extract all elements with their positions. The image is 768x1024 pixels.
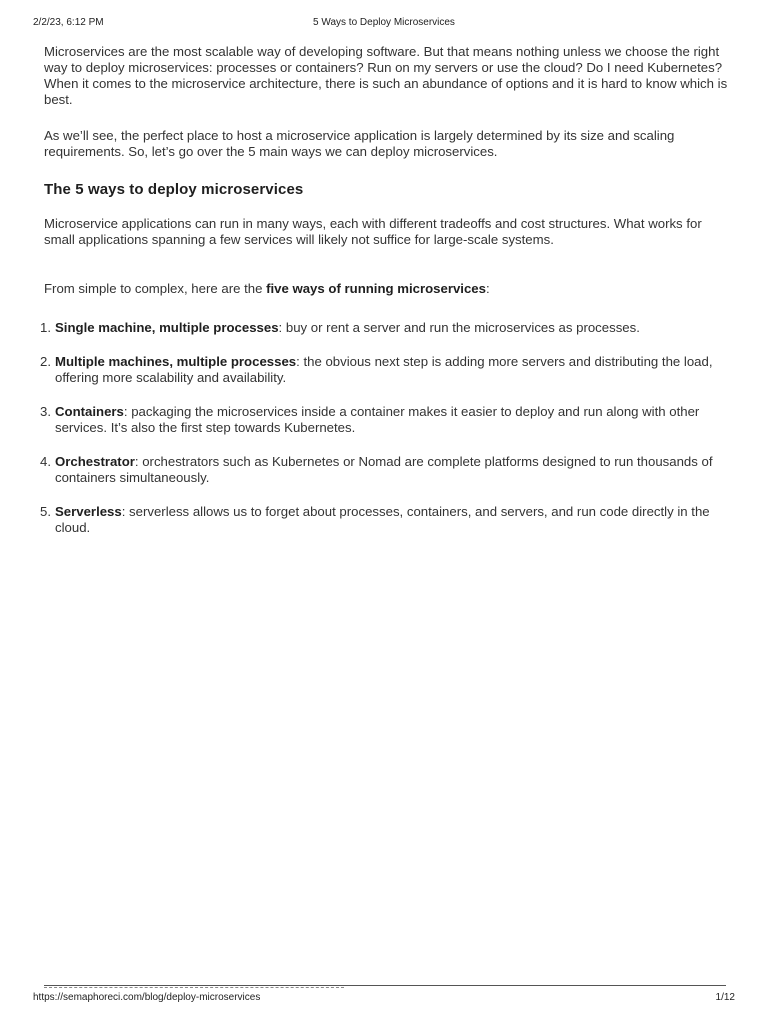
print-date: 2/2/23, 6:12 PM <box>33 17 104 28</box>
print-header <box>33 17 735 31</box>
list-item-number: 5. <box>40 504 51 519</box>
tradeoffs-paragraph: Microservice applications can run in many ways, each with different tradeoffs and cost structures. What works for small applications spanning a few services will likely not suffice for large-scale systems. <box>44 216 702 247</box>
list-item-text: : packaging the microservices inside a container makes it easier to deploy and run along with other services. It’s also the first step towards Kubernetes. <box>55 404 700 435</box>
list-item-number: 3. <box>40 404 51 419</box>
list-item-title: Containers <box>55 404 124 419</box>
list-item-title: Single machine, multiple processes <box>55 320 279 335</box>
scope-paragraph: As we’ll see, the perfect place to host a microservice application is largely determined by its size and scaling requirements. So, let’s go over the 5 main ways we can deploy microservices. <box>44 128 675 159</box>
intro-paragraph: Microservices are the most scalable way of developing software. But that means nothing unless we choose the right way to deploy microservices: processes or containers? Run on my servers or use the cloud? Do I need Kubernetes? When it comes to the microservice architecture, there is such an abundance of options and it is hard to know which is best. <box>44 44 728 107</box>
page-number: 1/12 <box>715 992 735 1003</box>
list-item-number: 2. <box>40 354 51 369</box>
list-item-text: : buy or rent a server and run the microservices as processes. <box>278 320 640 335</box>
print-title: 5 Ways to Deploy Microservices <box>313 17 455 28</box>
list-item-text: : serverless allows us to forget about processes, containers, and servers, and run code directly in the cloud. <box>55 504 710 535</box>
footer-dashed-divider <box>44 987 344 988</box>
print-footer <box>33 992 735 1006</box>
page-url-link[interactable]: https://semaphoreci.com/blog/deploy-microservices <box>33 992 261 1003</box>
list-item <box>40 320 730 336</box>
list-intro-suffix: : <box>485 281 490 296</box>
list-intro-prefix: From simple to complex, here are the <box>44 281 267 296</box>
list-item-text: : the obvious next step is adding more servers and distributing the load, offering more scalability and availability. <box>55 354 713 385</box>
footer-divider <box>44 985 726 986</box>
list-item-title: Orchestrator <box>55 454 135 469</box>
section-heading: The 5 ways to deploy microservices <box>44 181 304 198</box>
article-body <box>40 44 730 554</box>
list-item-number: 1. <box>40 320 51 335</box>
list-item-text: : orchestrators such as Kubernetes or Nomad are complete platforms designed to run thousands of containers simultaneously. <box>55 454 713 485</box>
list-item <box>40 454 730 486</box>
list-item-title: Multiple machines, multiple processes <box>55 354 297 369</box>
list-intro-paragraph <box>44 281 730 297</box>
list-item-number: 4. <box>40 454 51 469</box>
list-item-title: Serverless <box>55 504 122 519</box>
list-item <box>40 354 730 386</box>
ways-list <box>40 320 730 536</box>
list-item <box>40 404 730 436</box>
list-item <box>40 504 730 536</box>
list-intro-bold: five ways of running microservices <box>266 281 486 296</box>
